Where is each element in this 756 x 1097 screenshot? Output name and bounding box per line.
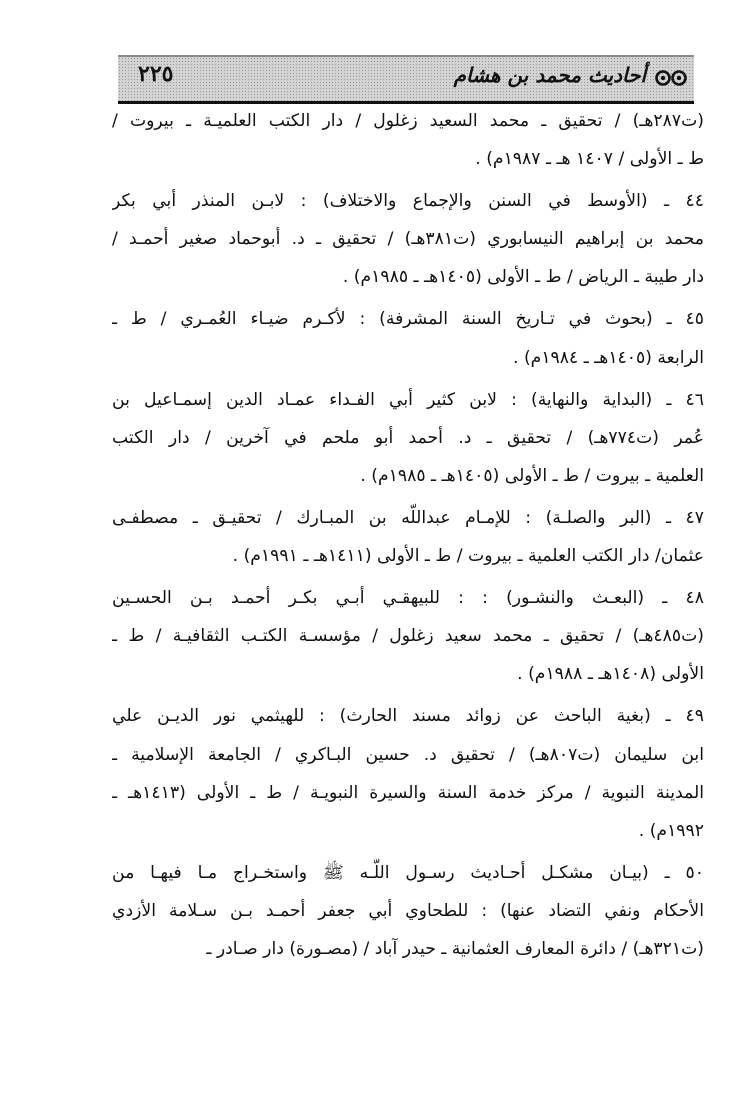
entry-line: محمد بن إبراهيم النيسابوري (ت٣٨١هـ) / تحقيق ـ د. أبوحماد صغير أحمـد / [112, 229, 704, 250]
bibliography-entry [112, 381, 704, 495]
bibliography-entry [112, 499, 704, 575]
running-header [118, 55, 694, 104]
entry-line: ط ـ الأولى / ١٤٠٧ هـ ـ ١٩٨٧م) . [475, 149, 704, 170]
entry-line: ابن سليمان (ت٨٠٧هـ) / تحقيق د. حسين البـاكري / الجامعة الإسلامية ـ [112, 744, 704, 765]
bibliography-entry [112, 182, 704, 296]
entry-line: العلمية ـ بيروت / ط ـ الأولى (١٤٠٥هـ ـ ١٩٨٥م) . [360, 465, 704, 486]
entry-line: الأولى (١٤٠٨هـ ـ ١٩٨٨م) . [517, 664, 704, 685]
page-number: ٢٢٥ [138, 61, 174, 87]
bibliography-entry [112, 102, 704, 178]
bibliography-entry [112, 854, 704, 968]
entry-line: ٤٨ ـ (البعـث والنشـور) : : للبيهقـي أبـي بكـر أحمـد بـن الحسـين [112, 588, 704, 609]
entry-line: ٤٥ ـ (بحوث في تـاريخ السنة المشرفة) : لأكـرم ضيـاء العُمـري / ط ـ [112, 309, 704, 330]
entry-line: المدينة النبوية / مركز خدمة السنة والسيرة النبويـة / ط ـ الأولى (١٤١٣هـ ـ [112, 782, 704, 803]
bibliography-entry [112, 579, 704, 693]
double-circle-ornament-icon [654, 69, 688, 87]
running-header-title: أحاديث محمد بن هشام [453, 63, 646, 87]
entry-line: ٤٤ ـ (الأوسط في السنن والإجماع والاختلاف) : لابـن المنذر أبي بكر [112, 191, 704, 212]
entry-line: عُمر (ت٧٧٤هـ) / تحقيق ـ د. أحمد أبو ملحم في آخرين / دار الكتب [112, 427, 704, 448]
entry-line: ٤٩ ـ (بغية الباحث عن زوائد مسند الحارث) : للهيثمي نور الديـن علي [112, 706, 704, 727]
entry-line: ٥٠ ـ (بيـان مشكـل أحـاديث رسـول اللّـه ﷺ واستخـراج مـا فيهـا من [112, 862, 704, 883]
entry-line: ٤٦ ـ (البداية والنهاية) : لابن كثير أبي الفـداء عمـاد الدين إسمـاعيل بن [112, 389, 704, 410]
entry-line: ٤٧ ـ (البر والصلـة) : للإمـام عبداللّه بن المبـارك / تحقيـق ـ مصطفـى [112, 507, 704, 528]
entry-line: (ت٢٨٧هـ) / تحقيق ـ محمد السعيد زغلول / دار الكتب العلميـة ـ بيروت / [112, 111, 704, 131]
bibliography-entry [112, 300, 704, 376]
entry-line: الرابعة (١٤٠٥هـ ـ ١٩٨٤م) . [513, 347, 704, 368]
bibliography-entry [112, 697, 704, 849]
entry-line: (ت٣٢١هـ) / دائرة المعارف العثمانية ـ حيدر آباد / (مصـورة) دار صـادر ـ [206, 938, 704, 959]
entry-line: عثمان/ دار الكتب العلمية ـ بيروت / ط ـ الأولى (١٤١١هـ ـ ١٩٩١م) . [232, 546, 704, 567]
bibliography-list [112, 102, 704, 968]
entry-line: (ت٤٨٥هـ) / تحقيق ـ محمد سعيد زغلول / مؤسسـة الكتـب الثقافيـة / ط ـ [112, 626, 704, 647]
entry-line: ١٩٩٢م) . [638, 820, 704, 841]
entry-line: دار طيبة ـ الرياض / ط ـ الأولى (١٤٠٥هـ ـ ١٩٨٥م) . [342, 267, 704, 288]
entry-line: الأحكام ونفي التضاد عنها) : للطحاوي أبي جعفر أحمـد بـن سـلامة الأزدي [112, 900, 704, 921]
